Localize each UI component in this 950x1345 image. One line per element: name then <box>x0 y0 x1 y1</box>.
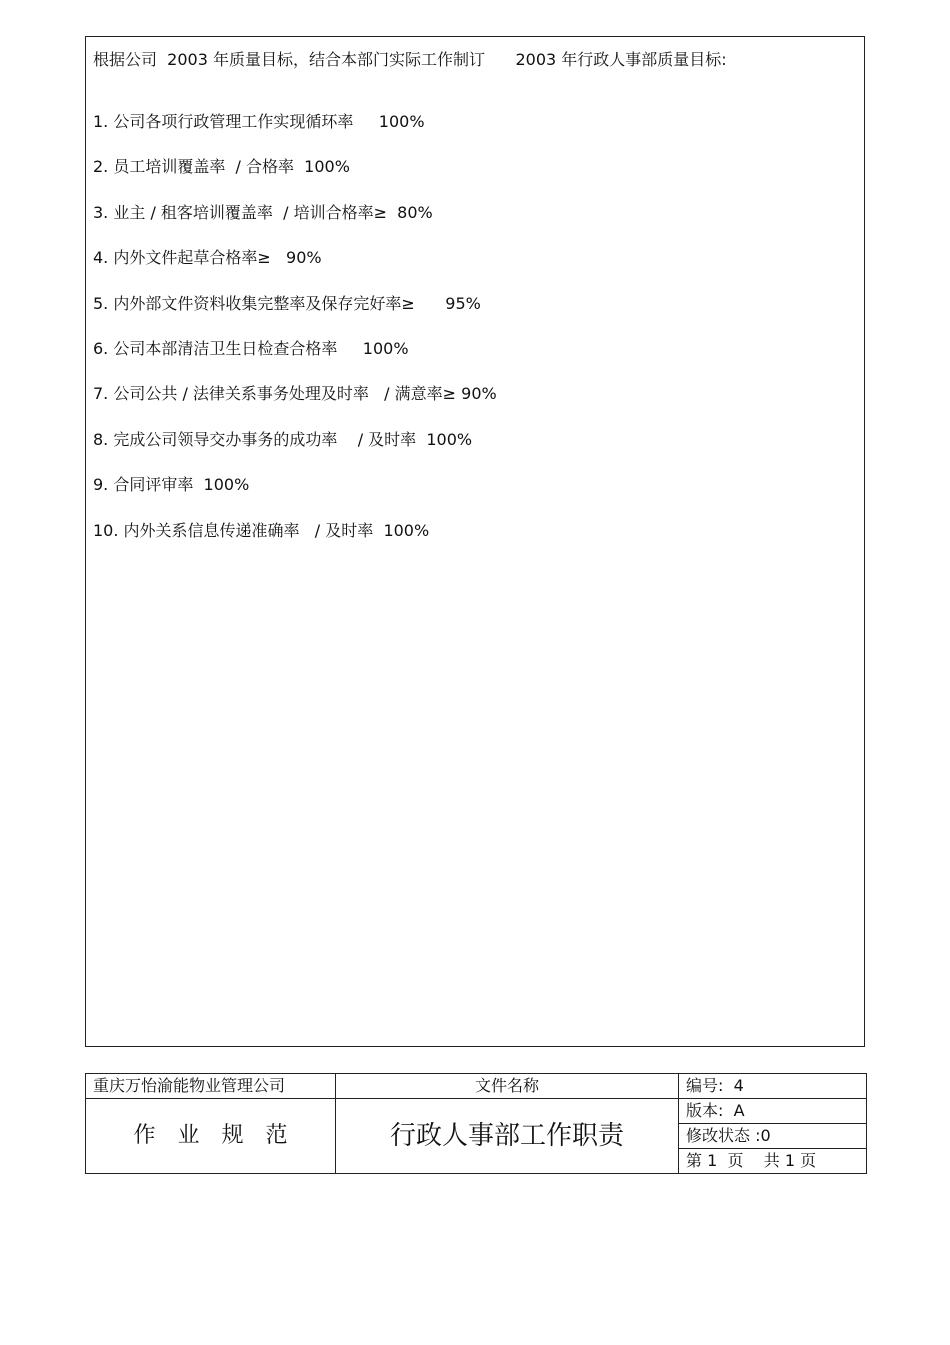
goal-item: 6. 公司本部清洁卫生日检查合格率 100% <box>93 338 409 358</box>
company-name: 重庆万怡渝能物业管理公司 <box>86 1074 336 1099</box>
goal-item: 1. 公司各项行政管理工作实现循环率 100% <box>93 112 425 131</box>
document-type: 作业规范 <box>86 1099 336 1174</box>
goals-list <box>93 111 497 565</box>
goal-item: 10. 内外关系信息传递准确率 / 及时率 100% <box>93 520 430 540</box>
goal-item: 9. 合同评审率 100% <box>93 475 250 495</box>
document-title: 行政人事部工作职责 <box>336 1099 679 1174</box>
document-version: 版本: A <box>679 1099 867 1124</box>
revision-status: 修改状态 :0 <box>679 1124 867 1149</box>
document-number: 编号: 4 <box>679 1074 867 1099</box>
goal-item: 5. 内外部文件资料收集完整率及保存完好率≥ 95% <box>93 293 481 313</box>
intro-text: 根据公司 2003 年质量目标，结合本部门实际工作制订 2003 年行政人事部质量目标: <box>93 50 727 69</box>
content-box <box>85 36 865 1047</box>
goal-item: 3. 业主 / 租客培训覆盖率 / 培训合格率≥ 80% <box>93 202 433 222</box>
file-name-label: 文件名称 <box>336 1074 679 1099</box>
goal-item: 2. 员工培训覆盖率 / 合格率 100% <box>93 157 350 177</box>
page-indicator: 第 1 页 共 1 页 <box>679 1149 867 1174</box>
goal-item: 7. 公司公共 / 法律关系事务处理及时率 / 满意率≥ 90% <box>93 384 497 404</box>
goal-item: 8. 完成公司领导交办事务的成功率 / 及时率 100% <box>93 429 473 449</box>
goal-item: 4. 内外文件起草合格率≥ 90% <box>93 248 322 268</box>
document-footer-table <box>85 1073 867 1174</box>
